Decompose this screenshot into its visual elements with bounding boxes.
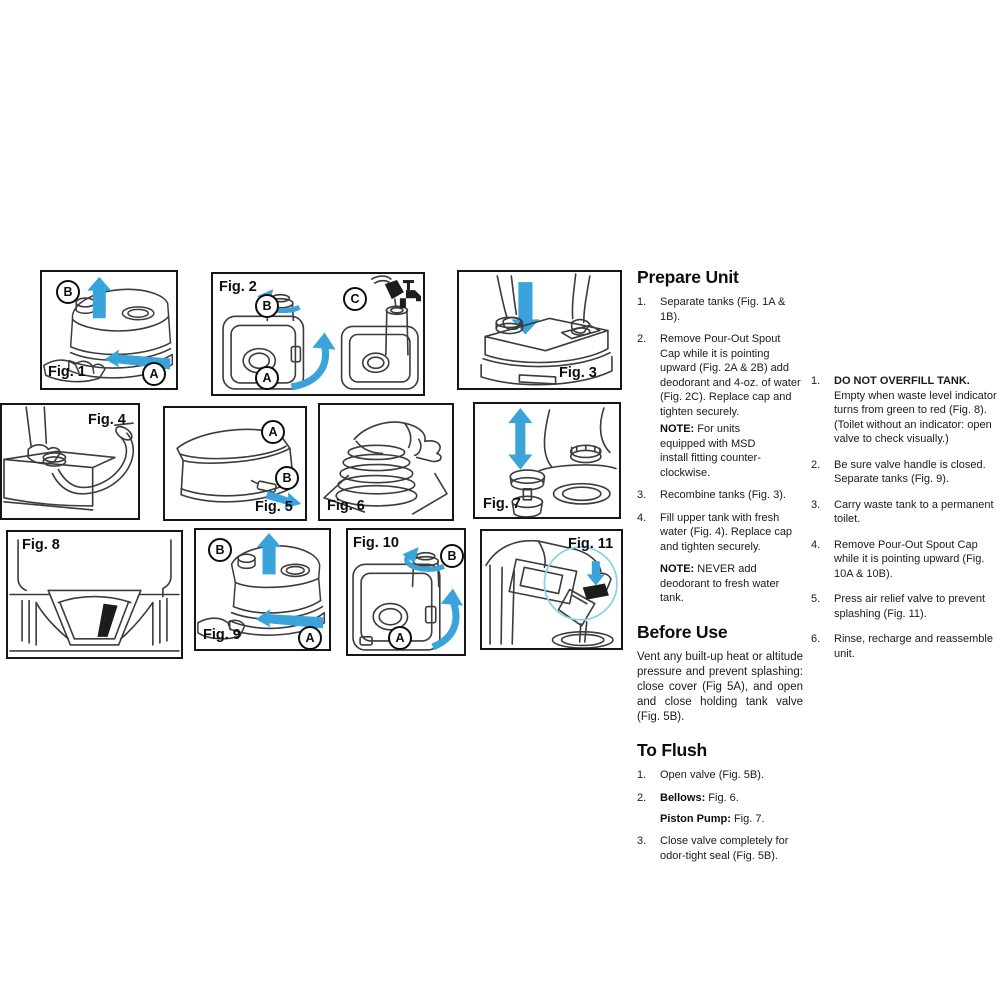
fig7-label: Fig. 7 bbox=[483, 496, 521, 512]
fig5-letter-b: B bbox=[282, 471, 292, 485]
list-item bbox=[637, 488, 803, 503]
fig11-label: Fig. 11 bbox=[568, 536, 614, 552]
right-text-column bbox=[811, 374, 999, 672]
item-text: Remove Pour-Out Spout Cap while it is pointing upward (Fig. 10A & 10B). bbox=[834, 538, 985, 580]
piston-ref: Fig. 7. bbox=[730, 812, 765, 825]
list-item bbox=[637, 511, 803, 606]
fig1-letter-a-badge bbox=[142, 362, 166, 386]
before-use-heading: Before Use bbox=[637, 621, 728, 642]
section-before-use bbox=[637, 622, 803, 725]
list-item bbox=[811, 458, 999, 487]
fig9-letter-a-badge bbox=[298, 626, 322, 650]
figure-panel-9 bbox=[194, 528, 331, 651]
item-text: Press air relief valve to prevent splashing (Fig. 11). bbox=[834, 593, 986, 620]
fig2-letter-a-badge bbox=[255, 366, 279, 390]
figure-panel-3 bbox=[457, 270, 622, 390]
figure-panel-7 bbox=[473, 402, 621, 519]
fig10-letter-b: B bbox=[447, 549, 457, 563]
fig10-letter-a-badge bbox=[388, 626, 412, 650]
middle-text-column bbox=[637, 267, 803, 879]
figure-panel-1 bbox=[40, 270, 178, 390]
list-item bbox=[811, 498, 999, 527]
item-number: 5. bbox=[811, 593, 821, 606]
fig1-letter-a: A bbox=[149, 367, 159, 381]
list-item bbox=[637, 768, 803, 783]
item-text: Rinse, recharge and reassemble unit. bbox=[834, 633, 993, 660]
item-body: Remove Pour-Out Spout Cap while it is pointing upward (Fig. 2A & 2B) add deodorant and 4-oz. of water (Fig. 2C). Replace cap and tighten securely. bbox=[660, 333, 801, 418]
figure-panel-8 bbox=[6, 530, 183, 659]
list-item bbox=[637, 295, 803, 324]
item-number: 4. bbox=[637, 511, 647, 524]
item-number: 2. bbox=[637, 333, 647, 346]
fig9-letter-b-badge bbox=[208, 538, 232, 562]
note-block bbox=[660, 422, 780, 480]
fig6-label: Fig. 6 bbox=[327, 498, 365, 514]
item-number: 3. bbox=[637, 835, 647, 848]
item-number: 3. bbox=[637, 489, 647, 502]
before-use-body: Vent any built-up heat or altitude pressure and prevent splashing: close cover (Fig 5A), and open and close holding tank valve (Fig. 5B). bbox=[637, 650, 803, 723]
figure-panel-11 bbox=[480, 529, 623, 650]
fig2-letter-a: A bbox=[262, 371, 272, 385]
figure-panel-2 bbox=[211, 272, 425, 396]
fig2-letter-b-badge bbox=[255, 294, 279, 318]
fig1-letter-b: B bbox=[63, 285, 73, 299]
item-text: Carry waste tank to a permanent toilet. bbox=[834, 498, 994, 526]
list-item bbox=[811, 538, 999, 582]
figure-panel-4 bbox=[0, 403, 140, 520]
note-block bbox=[660, 562, 803, 606]
fig1-label: Fig. 1 bbox=[48, 364, 86, 380]
flush-bellows-line bbox=[660, 791, 803, 806]
item-text: Be sure valve handle is closed. Separate tanks (Fig. 9). bbox=[834, 458, 986, 486]
fig9-letter-a: A bbox=[305, 631, 315, 645]
item-number: 1. bbox=[637, 769, 647, 782]
bellows-ref: Fig. 6. bbox=[705, 792, 739, 804]
fig8-label: Fig. 8 bbox=[22, 537, 60, 553]
list-item bbox=[811, 374, 999, 447]
fig2-letter-c-badge bbox=[343, 287, 367, 311]
item-number: 1. bbox=[637, 296, 647, 308]
fig4-label: Fig. 4 bbox=[88, 412, 126, 428]
fig2-letter-c: C bbox=[350, 292, 360, 306]
section-prepare-unit bbox=[637, 267, 803, 606]
item-number: 4. bbox=[811, 538, 821, 551]
fig5-letter-a-badge bbox=[261, 420, 285, 444]
item-text bbox=[660, 791, 803, 826]
overfill-warning: DO NOT OVERFILL TANK. bbox=[834, 375, 970, 387]
item-number: 1. bbox=[811, 375, 821, 387]
fig5-label: Fig. 5 bbox=[255, 499, 293, 515]
item-body: Empty when waste level indicator turns from green to red (Fig. 8). (Toilet without an indicator: open valve to check visually.) bbox=[834, 389, 997, 446]
fig2-letter-b: B bbox=[262, 299, 272, 313]
item-number: 3. bbox=[811, 498, 821, 511]
item-number: 6. bbox=[811, 633, 821, 646]
note-label: NOTE: bbox=[660, 423, 695, 436]
figure-panel-5 bbox=[163, 406, 307, 521]
item-text: Recombine tanks (Fig. 3). bbox=[660, 489, 786, 502]
fig10-label: Fig. 10 bbox=[353, 535, 399, 551]
item-text bbox=[834, 374, 999, 447]
fig9-letter-b: B bbox=[215, 543, 225, 557]
figure-panel-6 bbox=[318, 403, 454, 521]
fig5-letter-a: A bbox=[268, 425, 278, 439]
fig10-letter-a: A bbox=[395, 631, 405, 645]
note-label: NOTE: bbox=[660, 563, 695, 576]
list-item bbox=[811, 632, 999, 661]
list-item bbox=[811, 592, 999, 621]
flush-piston-line bbox=[660, 812, 803, 827]
item-text bbox=[660, 511, 803, 606]
item-text bbox=[660, 332, 803, 480]
list-item bbox=[637, 332, 803, 480]
item-text: Separate tanks (Fig. 1A & 1B). bbox=[660, 296, 786, 323]
item-number: 2. bbox=[811, 458, 821, 471]
section-to-flush bbox=[637, 740, 803, 863]
note-text: For units equipped with MSD install fitting counter-clockwise. bbox=[660, 423, 761, 479]
fig9-label: Fig. 9 bbox=[203, 627, 241, 643]
item-text: Open valve (Fig. 5B). bbox=[660, 769, 764, 782]
piston-pump-label: Piston Pump: bbox=[660, 812, 731, 825]
fig3-label: Fig. 3 bbox=[559, 365, 597, 381]
note-text: NEVER add deodorant to fresh water tank. bbox=[660, 563, 780, 605]
item-number: 2. bbox=[637, 792, 647, 804]
item-body: Fill upper tank with fresh water (Fig. 4). Replace cap and tighten securely. bbox=[660, 511, 793, 553]
item-text: Close valve completely for odor-tight seal (Fig. 5B). bbox=[660, 835, 789, 862]
prepare-unit-heading: Prepare Unit bbox=[637, 267, 739, 287]
fig5-letter-b-badge bbox=[275, 466, 299, 490]
list-item bbox=[637, 834, 803, 863]
bellows-label: Bellows: bbox=[660, 792, 706, 804]
fig10-letter-b-badge bbox=[440, 544, 464, 568]
fig1-letter-b-badge bbox=[56, 280, 80, 304]
fig2-label: Fig. 2 bbox=[219, 279, 257, 295]
figure-panel-10 bbox=[346, 528, 466, 656]
to-flush-heading: To Flush bbox=[637, 740, 708, 761]
list-item bbox=[637, 791, 803, 826]
